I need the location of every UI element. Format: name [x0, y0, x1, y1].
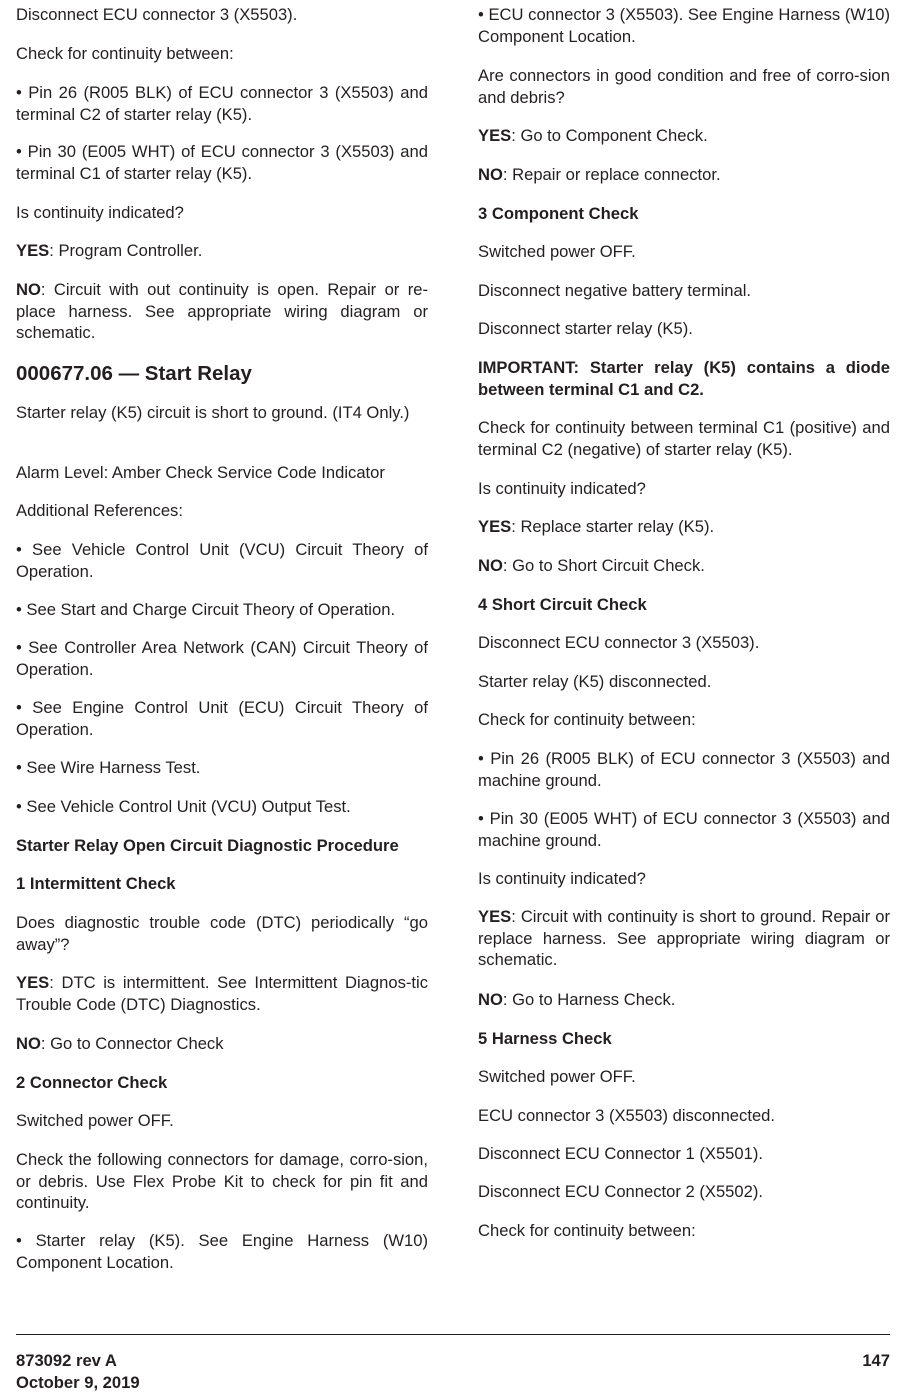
answer-label: YES [478, 517, 512, 536]
paragraph: Disconnect ECU connector 3 (X5503). [16, 5, 298, 24]
bullet-paragraph: • See Wire Harness Test. [16, 758, 201, 777]
paragraph: Starter relay (K5) disconnected. [478, 672, 712, 691]
bullet-paragraph: • See Vehicle Control Unit (VCU) Output Test. [16, 797, 351, 816]
section-heading: 000677.06 — Start Relay [16, 362, 252, 385]
answer-text: : Program Controller. [49, 241, 203, 260]
step-heading: 2 Connector Check [16, 1073, 168, 1092]
yes-answer [478, 125, 890, 147]
footer-page-number: 147 [862, 1351, 890, 1370]
paragraph: Check for continuity between: [478, 710, 696, 729]
paragraph: Disconnect ECU connector 3 (X5503). [478, 633, 760, 652]
paragraph: Are connectors in good condition and free of corro-sion and debris? [478, 66, 890, 107]
step-heading: 1 Intermittent Check [16, 874, 176, 893]
paragraph: Starter relay (K5) circuit is short to ground. (IT4 Only.) [16, 403, 410, 422]
answer-text: : DTC is intermittent. See Intermittent Diagnos-tic Trouble Code (DTC) Diagnostics. [16, 973, 428, 1014]
paragraph: Does diagnostic trouble code (DTC) periodically “go away”? [16, 913, 428, 954]
bullet-paragraph: • ECU connector 3 (X5503). See Engine Harness (W10) Component Location. [478, 5, 890, 46]
paragraph: Check for continuity between: [478, 1221, 696, 1240]
no-answer [478, 164, 890, 186]
step-heading: 4 Short Circuit Check [478, 595, 647, 614]
paragraph: Check for continuity between: [16, 44, 234, 63]
paragraph: Alarm Level: Amber Check Service Code Indicator [16, 463, 385, 482]
paragraph: Disconnect negative battery terminal. [478, 281, 752, 300]
answer-text: : Go to Component Check. [511, 126, 708, 145]
answer-text: : Go to Connector Check [40, 1034, 224, 1053]
answer-label: NO [478, 165, 503, 184]
paragraph: Switched power OFF. [478, 1067, 636, 1086]
answer-label: YES [16, 973, 50, 992]
step-heading: Starter Relay Open Circuit Diagnostic Procedure [16, 836, 399, 855]
footer-doc-id: 873092 rev A [16, 1351, 117, 1370]
yes-answer [16, 240, 428, 262]
bullet-paragraph: • Pin 26 (R005 BLK) of ECU connector 3 (X5503) and terminal C2 of starter relay (K5). [16, 83, 428, 124]
step-heading: 3 Component Check [478, 204, 639, 223]
step-heading: IMPORTANT: Starter relay (K5) contains a diode between terminal C1 and C2. [478, 358, 890, 399]
no-answer [16, 279, 428, 344]
bullet-paragraph: • Pin 30 (E005 WHT) of ECU connector 3 (X5503) and machine ground. [478, 809, 890, 850]
paragraph: Disconnect ECU Connector 2 (X5502). [478, 1182, 763, 1201]
paragraph: Is continuity indicated? [16, 203, 184, 222]
paragraph: ECU connector 3 (X5503) disconnected. [478, 1106, 776, 1125]
answer-label: YES [478, 126, 512, 145]
yes-answer [478, 906, 890, 971]
bullet-paragraph: • Pin 30 (E005 WHT) of ECU connector 3 (X5503) and terminal C1 of starter relay (K5). [16, 142, 428, 183]
paragraph: Disconnect starter relay (K5). [478, 319, 693, 338]
yes-answer [16, 972, 428, 1015]
bullet-paragraph: • See Start and Charge Circuit Theory of Operation. [16, 600, 396, 619]
answer-text: : Replace starter relay (K5). [511, 517, 715, 536]
paragraph: Switched power OFF. [16, 1111, 174, 1130]
answer-label: NO [16, 280, 41, 299]
answer-label: NO [478, 990, 503, 1009]
bullet-paragraph: • Starter relay (K5). See Engine Harness (W10) Component Location. [16, 1231, 428, 1272]
footer-rule [16, 1334, 890, 1335]
answer-label: YES [478, 907, 512, 926]
paragraph: Check the following connectors for damage, corro-sion, or debris. Use Flex Probe Kit to check for pin fit and continuity. [16, 1150, 428, 1213]
paragraph: Additional References: [16, 501, 183, 520]
yes-answer [478, 516, 890, 538]
paragraph: Is continuity indicated? [478, 479, 646, 498]
bullet-paragraph: • See Vehicle Control Unit (VCU) Circuit Theory of Operation. [16, 540, 428, 581]
no-answer [16, 1033, 428, 1055]
answer-text: : Go to Short Circuit Check. [502, 556, 705, 575]
no-answer [478, 555, 890, 577]
paragraph: Check for continuity between terminal C1 (positive) and terminal C2 (negative) of starter relay (K5). [478, 418, 890, 459]
bullet-paragraph: • Pin 26 (R005 BLK) of ECU connector 3 (X5503) and machine ground. [478, 749, 890, 790]
bullet-paragraph: • See Engine Control Unit (ECU) Circuit Theory of Operation. [16, 698, 428, 739]
footer-date: October 9, 2019 [16, 1373, 140, 1392]
paragraph: Switched power OFF. [478, 242, 636, 261]
no-answer [478, 989, 890, 1011]
step-heading: 5 Harness Check [478, 1029, 612, 1048]
paragraph: Is continuity indicated? [478, 869, 646, 888]
answer-label: NO [16, 1034, 41, 1053]
answer-text: : Circuit with out continuity is open. Repair or re-place harness. See appropriate wiring diagram or schematic. [16, 280, 428, 343]
answer-text: : Repair or replace connector. [502, 165, 721, 184]
answer-label: YES [16, 241, 50, 260]
answer-text: : Go to Harness Check. [502, 990, 676, 1009]
bullet-paragraph: • See Controller Area Network (CAN) Circuit Theory of Operation. [16, 638, 428, 679]
answer-label: NO [478, 556, 503, 575]
answer-text: : Circuit with continuity is short to ground. Repair or replace harness. See appropriate wiring diagram or schematic. [478, 907, 890, 970]
paragraph: Disconnect ECU Connector 1 (X5501). [478, 1144, 763, 1163]
